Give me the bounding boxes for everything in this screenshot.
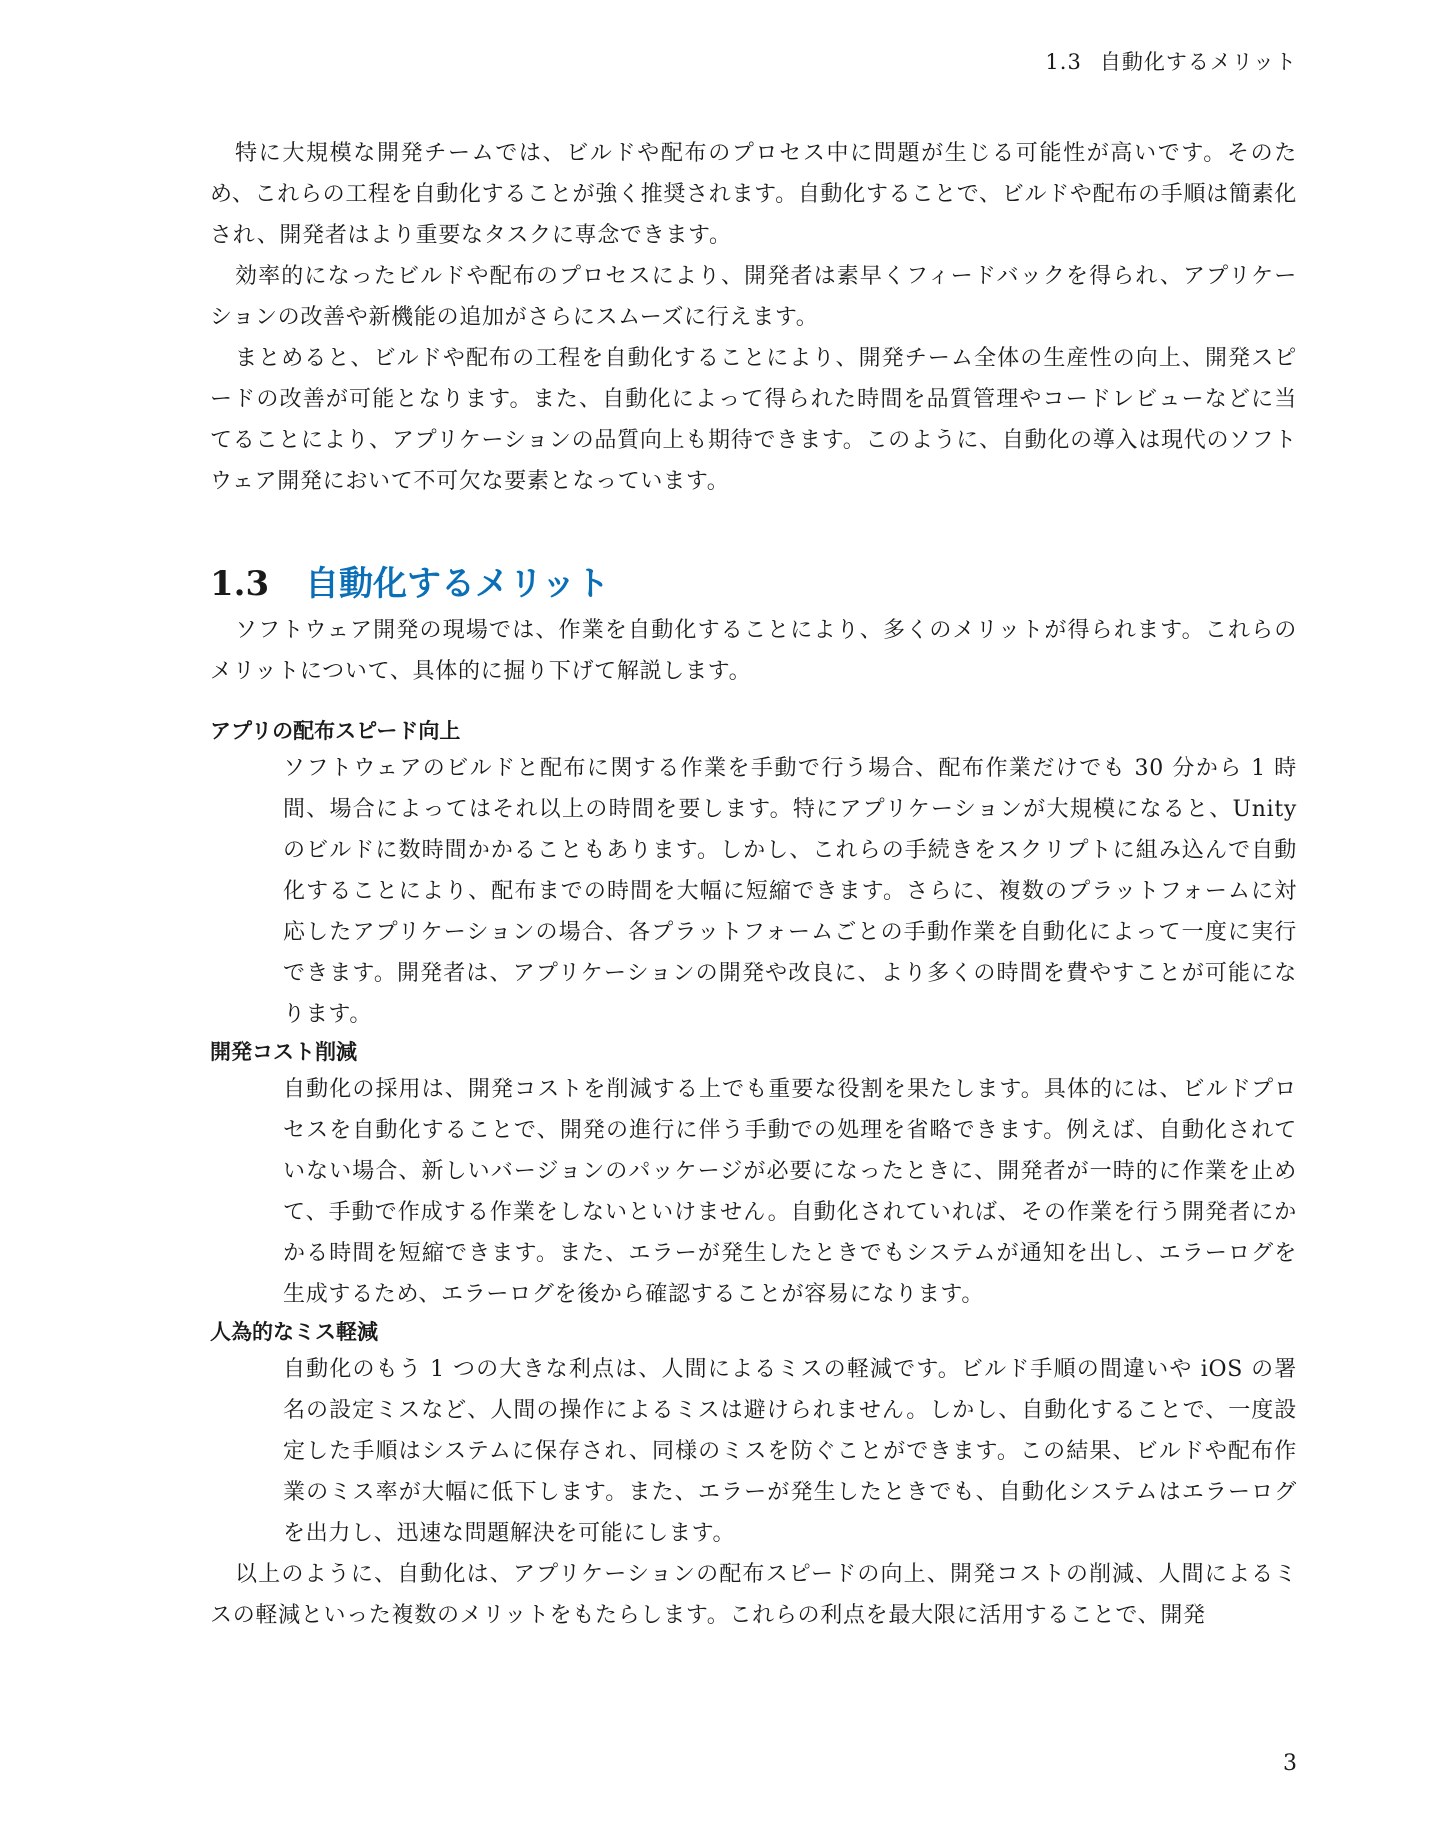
- merit-description: ソフトウェアのビルドと配布に関する作業を手動で行う場合、配布作業だけでも 30 分から 1 時間、場合によってはそれ以上の時間を要します。特にアプリケーションが大規模になると、Unity のビルドに数時間かかることもあります。しかし、これらの手続きをスクリプトに組み込んで自動化することにより、配布までの時間を大幅に短縮できます。さらに、複数のプラットフォームに対応したアプリケーションの場合、各プラットフォームごとの手動作業を自動化によって一度に実行できます。開発者は、アプリケーションの開発や改良に、より多くの時間を費やすことが可能になります。: [283, 756, 1297, 1027]
- running-header: [1045, 46, 1297, 76]
- merit-term: 開発コスト削減: [210, 1040, 357, 1064]
- merit-description: 自動化のもう 1 つの大きな利点は、人間によるミスの軽減です。ビルド手順の間違いや iOS の署名の設定ミスなど、人間の操作によるミスは避けられません。しかし、自動化することで、一度設定した手順はシステムに保存され、同様のミスを防ぐことができます。この結果、ビルドや配布作業のミス率が大幅に低下します。また、エラーが発生したときでも、自動化システムはエラーログを出力し、迅速な問題解決を可能にします。: [283, 1357, 1297, 1546]
- section-intro-paragraph: ソフトウェア開発の現場では、作業を自動化することにより、多くのメリットが得られます。これらのメリットについて、具体的に掘り下げて解説します。: [210, 618, 1297, 684]
- paragraph: 効率的になったビルドや配布のプロセスにより、開発者は素早くフィードバックを得られ、アプリケーションの改善や新機能の追加がさらにスムーズに行えます。: [210, 264, 1297, 330]
- merit-list: [210, 714, 1297, 1554]
- page-content: [210, 133, 1297, 1636]
- running-header-section-number: 1.3: [1045, 50, 1082, 74]
- paragraph: 特に大規模な開発チームでは、ビルドや配布のプロセス中に問題が生じる可能性が高いです。そのため、これらの工程を自動化することが強く推奨されます。自動化することで、ビルドや配布の手順は簡素化され、開発者はより重要なタスクに専念できます。: [210, 141, 1297, 248]
- section-number: 1.3: [210, 564, 270, 604]
- page-number: 3: [1283, 1751, 1297, 1776]
- merit-term: アプリの配布スピード向上: [210, 719, 461, 743]
- section-title: 自動化するメリット: [305, 564, 610, 604]
- merit-term: 人為的なミス軽減: [210, 1320, 378, 1344]
- section-heading: [210, 558, 1297, 610]
- conclusion-paragraph: 以上のように、自動化は、アプリケーションの配布スピードの向上、開発コストの削減、人間によるミスの軽減といった複数のメリットをもたらします。これらの利点を最大限に活用することで、開発: [210, 1562, 1297, 1628]
- merit-description: 自動化の採用は、開発コストを削減する上でも重要な役割を果たします。具体的には、ビルドプロセスを自動化することで、開発の進行に伴う手動での処理を省略できます。例えば、自動化されていない場合、新しいバージョンのパッケージが必要になったときに、開発者が一時的に作業を止めて、手動で作成する作業をしないといけません。自動化されていれば、その作業を行う開発者にかかる時間を短縮できます。また、エラーが発生したときでもシステムが通知を出し、エラーログを生成するため、エラーログを後から確認することが容易になります。: [283, 1077, 1297, 1307]
- paragraph: まとめると、ビルドや配布の工程を自動化することにより、開発チーム全体の生産性の向上、開発スピードの改善が可能となります。また、自動化によって得られた時間を品質管理やコードレビューなどに当てることにより、アプリケーションの品質向上も期待できます。このように、自動化の導入は現代のソフトウェア開発において不可欠な要素となっています。: [210, 346, 1297, 494]
- running-header-section-title: 自動化するメリット: [1099, 50, 1297, 74]
